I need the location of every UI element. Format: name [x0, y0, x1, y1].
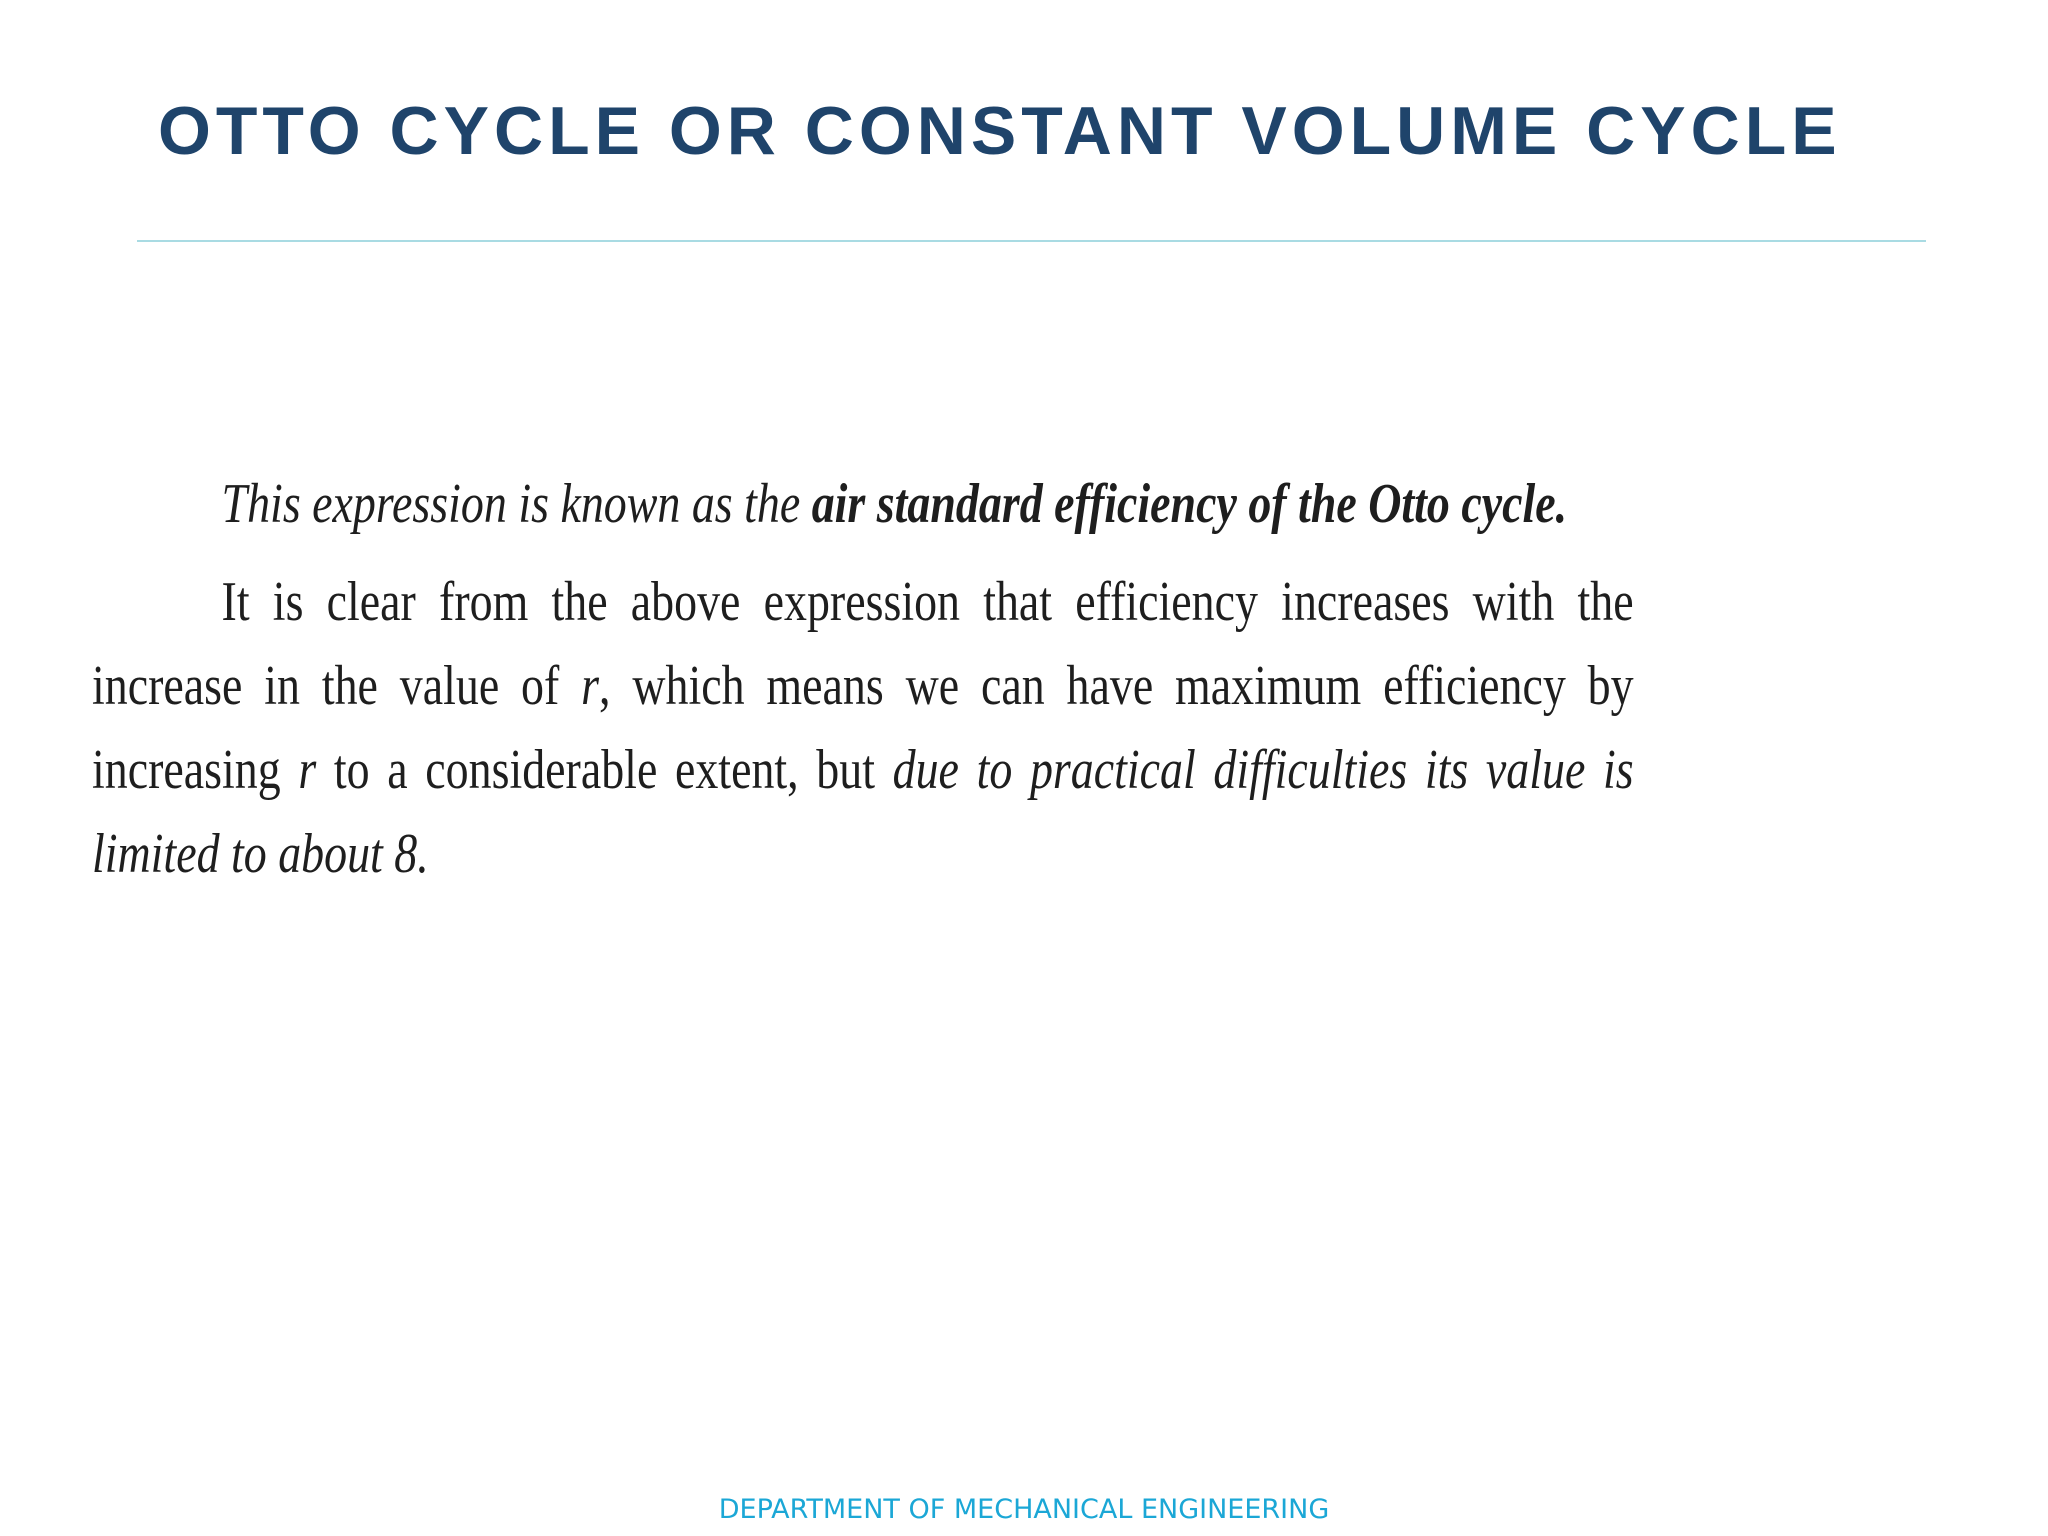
- para2-text-c: to a considerable extent, but: [333, 739, 875, 801]
- para1-italic-text: This expression is known as the: [221, 473, 801, 535]
- para2-text-b: , which means we can have maximum efficiency by increasing: [92, 655, 1634, 801]
- para2-italic-text: due to practical difficulties its value is limited to about 8.: [92, 739, 1634, 885]
- content-image-text: [92, 462, 1634, 896]
- paragraph-1: [92, 462, 1634, 546]
- para2-text-a: It is clear from the above expression that efficiency increases with the increase in the value of: [92, 571, 1634, 717]
- slide-title: OTTO CYCLE OR CONSTANT VOLUME CYCLE: [158, 93, 1842, 169]
- para2-variable-r: r: [581, 655, 600, 717]
- footer-department: DEPARTMENT OF MECHANICAL ENGINEERING: [718, 1494, 1330, 1525]
- para2-variable-r-2: r: [298, 739, 317, 801]
- para1-bold-text: air standard efficiency of the Otto cycle.: [811, 473, 1568, 535]
- paragraph-2: [92, 560, 1634, 896]
- title-divider: [137, 240, 1926, 242]
